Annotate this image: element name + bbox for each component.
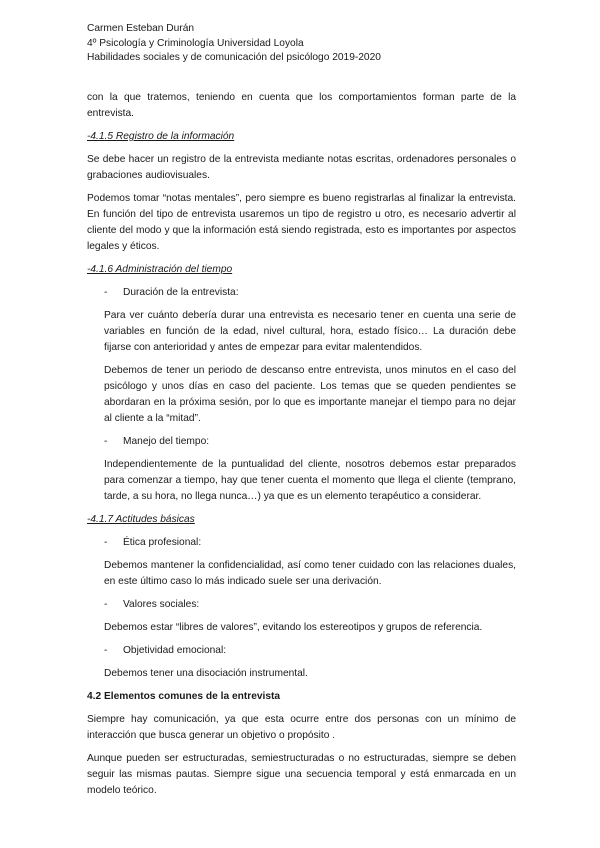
paragraph-elementos-1: Siempre hay comunicación, ya que esta ocurre entre dos personas con un mínimo de interacción que busca generar un objetivo o propósito . xyxy=(87,714,516,741)
paragraph-objetividad: Debemos tener una disociación instrumental. xyxy=(104,668,308,679)
paragraph-registro-1: Se debe hacer un registro de la entrevista mediante notas escritas, ordenadores personales o grabaciones audiovisuales. xyxy=(87,154,516,181)
section-heading-4-1-7: -4.1.7 Actitudes básicas xyxy=(87,514,195,525)
bullet-label: Ética profesional: xyxy=(123,537,202,548)
bullet-dash: - xyxy=(104,436,108,447)
subject-name: Habilidades sociales y de comunicación del psicólogo 2019-2020 xyxy=(87,52,381,63)
document-body xyxy=(87,90,516,799)
section-heading-4-2: 4.2 Elementos comunes de la entrevista xyxy=(87,691,281,702)
bullet-dash: - xyxy=(104,537,108,548)
bullet-manejo xyxy=(87,434,516,450)
section-heading-4-1-6: -4.1.6 Administración del tiempo xyxy=(87,264,233,275)
bullet-label: Objetividad emocional: xyxy=(123,645,227,656)
bullet-valores xyxy=(87,597,516,613)
paragraph-intro: con la que tratemos, teniendo en cuenta que los comportamientos forman parte de la entrevista. xyxy=(87,92,516,119)
bullet-objetividad xyxy=(87,643,516,659)
paragraph-elementos-2: Aunque pueden ser estructuradas, semiestructuradas o no estructuradas, siempre se deben seguir las mismas pautas. Siempre sigue una secuencia temporal y está enmarcada en un modelo teórico. xyxy=(87,753,516,796)
paragraph-etica: Debemos mantener la confidencialidad, así como tener cuidado con las relaciones duales, en este último caso lo más indicado suele ser una derivación. xyxy=(104,560,516,587)
paragraph-duracion-2: Debemos de tener un periodo de descanso entre entrevista, unos minutos en el caso del psicólogo y unos días en caso del paciente. Los temas que se queden pendientes se abordaran en la próxima sesión, por lo que es importante manejar el tiempo para no dejar al cliente a la “mitad”. xyxy=(104,365,516,424)
bullet-label: Duración de la entrevista: xyxy=(123,287,239,298)
author-name: Carmen Esteban Durán xyxy=(87,23,195,34)
page-header xyxy=(87,22,527,66)
bullet-dash: - xyxy=(104,599,108,610)
bullet-label: Valores sociales: xyxy=(123,599,200,610)
bullet-dash: - xyxy=(104,287,108,298)
section-heading-4-1-5: -4.1.5 Registro de la información xyxy=(87,131,235,142)
bullet-dash: - xyxy=(104,645,108,656)
bullet-duracion xyxy=(87,285,516,301)
course-name: 4º Psicología y Criminología Universidad Loyola xyxy=(87,37,304,49)
paragraph-duracion-1: Para ver cuánto debería durar una entrevista es necesario tener en cuenta una serie de variables en función de la edad, nivel cultural, hora, estado físico… La duración debe fijarse con anterioridad y antes de empezar para evitar malentendidos. xyxy=(104,310,516,353)
paragraph-valores: Debemos estar “libres de valores”, evitando los estereotipos y grupos de referencia. xyxy=(104,622,483,633)
bullet-label: Manejo del tiempo: xyxy=(123,436,210,447)
paragraph-registro-2: Podemos tomar “notas mentales”, pero siempre es bueno registrarlas al finalizar la entrevista. En función del tipo de entrevista usaremos un tipo de registro u otro, es necesario advertir al cliente del modo y que la información está siendo registrada, esto es importantes por aspectos legales y éticos. xyxy=(87,193,516,252)
bullet-etica xyxy=(87,535,516,551)
paragraph-manejo: Independientemente de la puntualidad del cliente, nosotros debemos estar preparados para comenzar a tiempo, hay que tener cuenta el momento que llega el cliente (temprano, tarde, a su hora, no llega nunca…) ya que es un elemento terapéutico a considerar. xyxy=(104,459,516,502)
